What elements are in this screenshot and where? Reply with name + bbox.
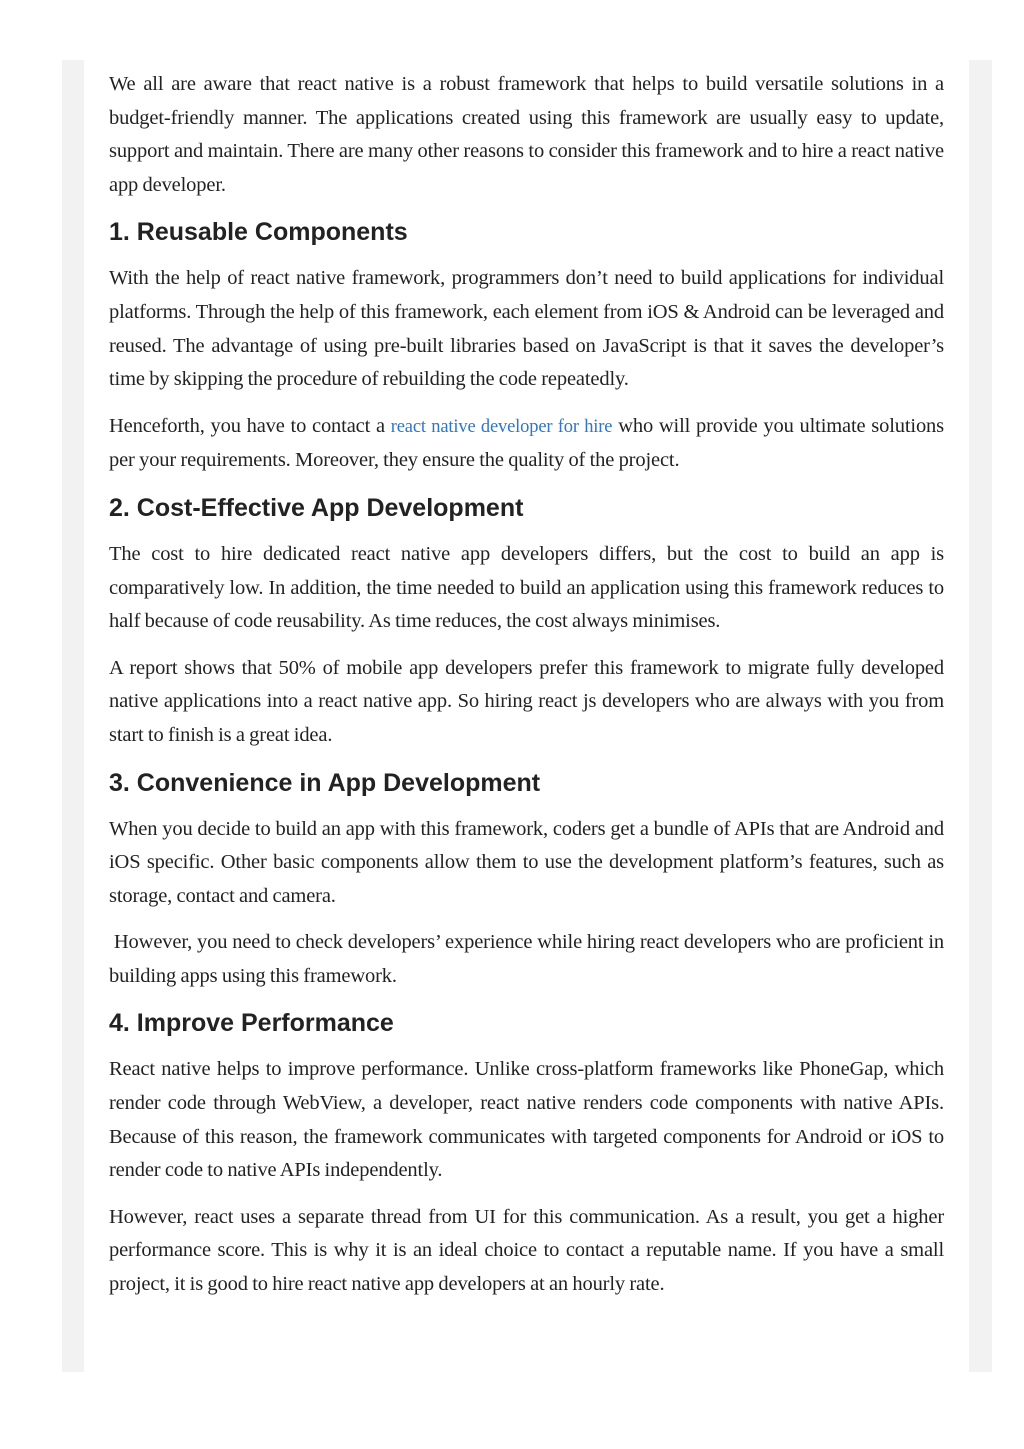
report-paragraph: A report shows that 50% of mobile app developers prefer this framework to migrate fully developed native applications into a react native app. So hiring react js developers who are always with you from start to finish is a great idea. (109, 656, 944, 746)
experience-paragraph: However, you need to check developers’ experience while hiring react developers who are proficient in building apps using this framework. (109, 931, 949, 987)
article-content (109, 68, 949, 1315)
section-heading-performance: 4. Improve Performance (109, 1009, 394, 1038)
reusable-components-paragraph: With the help of react native framework, programmers don’t need to build applications for individual platforms. Through the help of this framework, each element from iOS & Android can be leveraged and reused. The advantage of using pre-built libraries based on JavaScript is that it saves the developer’s time by skipping the procedure of rebuilding the code repeatedly. (109, 267, 944, 391)
react-native-developer-link[interactable]: react native developer for hire (390, 416, 613, 437)
cost-effective-paragraph: The cost to hire dedicated react native app developers differs, but the cost to build an app is comparatively low. In addition, the time needed to build an application using this framework reduces to half because of code reusability. As time reduces, the cost always minimises. (109, 542, 944, 633)
section-heading-convenience: 3. Convenience in App Development (109, 768, 541, 797)
section-heading-cost-effective: 2. Cost-Effective App Development (109, 493, 524, 522)
document-page (84, 60, 969, 1372)
hire-developer-paragraph (109, 410, 944, 478)
intro-paragraph: We all are aware that react native is a robust framework that helps to build versatile solutions in a budget-friendly manner. The applications created using this framework are usually easy to update, support and maintain. There are many other reasons to consider this framework and to hire a react native app developer. (109, 73, 944, 196)
performance-paragraph: React native helps to improve performance. Unlike cross-platform frameworks like PhoneGap, which render code through WebView, a developer, react native renders code components with native APIs. Because of this reason, the framework communicates with targeted components for Android or iOS to render code to native APIs independently. (109, 1058, 944, 1182)
hire-developer-text-before: Henceforth, you have to contact a (109, 414, 391, 437)
separate-thread-paragraph: However, react uses a separate thread from UI for this communication. As a result, you get a higher performance score. This is why it is an ideal choice to contact a reputable name. If you have a small project, it is good to hire react native app developers at an hourly rate. (109, 1205, 944, 1296)
hire-developer-text-after: who will provide you ultimate solutions per your requirements. Moreover, they ensure the quality of the project. (109, 414, 944, 472)
section-heading-reusable-components: 1. Reusable Components (109, 218, 408, 247)
convenience-paragraph: When you decide to build an app with this framework, coders get a bundle of APIs that are Android and iOS specific. Other basic components allow them to use the development platform’s features, such as storage, contact and camera. (109, 817, 944, 907)
